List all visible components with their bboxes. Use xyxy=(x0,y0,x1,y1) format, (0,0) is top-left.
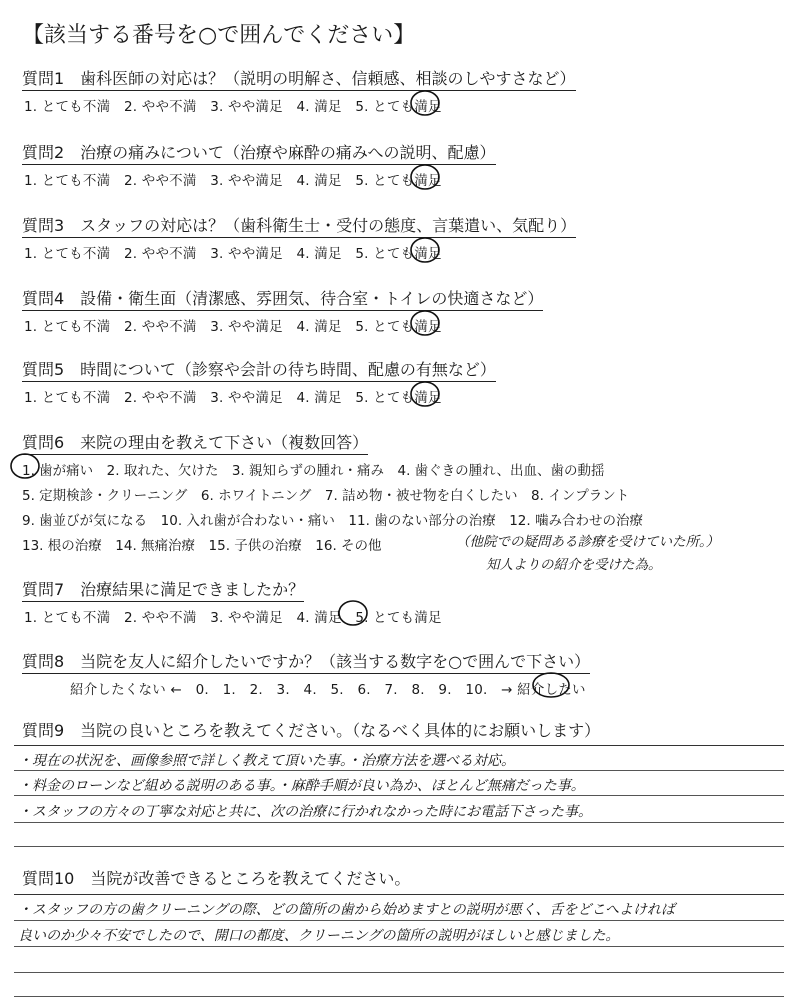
q10-answer-line-1: ・スタッフの方の歯クリーニングの際、どの箇所の歯から始めますとの説明が悪く、舌をどこへよければ xyxy=(18,902,675,918)
q6-reasons-line-1: 1. 歯が痛い 2. 取れた、欠けた 3. 親知らずの腫れ・痛み 4. 歯ぐきの腫れ、出血、歯の動揺 xyxy=(22,463,605,479)
q4-title: 質問4 設備・衛生面（清潔感、雰囲気、待合室・トイレの快適さなど） xyxy=(22,286,543,311)
q10-rule-4 xyxy=(14,972,784,973)
q5-options: 1. とても不満 2. やや不満 3. やや満足 4. 満足 5. とても満足 xyxy=(24,390,442,406)
q10-rule-1 xyxy=(14,894,784,895)
instruction-heading: 【該当する番号を○で囲んでください】 xyxy=(22,23,416,48)
q3-options: 1. とても不満 2. やや不満 3. やや満足 4. 満足 5. とても満足 xyxy=(24,246,442,262)
q6-reasons-line-3: 9. 歯並びが気になる 10. 入れ歯が合わない・痛い 11. 歯のない部分の治療 12. 噛み合わせの治療 xyxy=(22,513,643,529)
q9-answer-line-3: ・スタッフの方々の丁寧な対応と共に、次の治療に行かれなかった時にお電話下さった事。 xyxy=(18,804,592,820)
q9-rule-1 xyxy=(14,745,784,746)
q1-options: 1. とても不満 2. やや不満 3. やや満足 4. 満足 5. とても満足 xyxy=(24,99,442,115)
q1-title: 質問1 歯科医師の対応は？（説明の明解さ、信頼感、相談のしやすさなど） xyxy=(22,66,576,91)
q6-reasons-line-4: 13. 根の治療 14. 無痛治療 15. 子供の治療 16. その他 xyxy=(22,538,382,554)
q8-scale: 紹介したくない ← 0. 1. 2. 3. 4. 5. 6. 7. 8. 9. 10. → 紹介したい xyxy=(70,682,586,698)
q10-rule-3 xyxy=(14,946,784,947)
q6-other-handwritten-1: （他院での疑問ある診療を受けていた所。） xyxy=(456,534,720,550)
q9-rule-4 xyxy=(14,822,784,823)
q9-title: 質問9 当院の良いところを教えてください。（なるべく具体的にお願いします） xyxy=(22,721,601,740)
q9-rule-3 xyxy=(14,795,784,796)
q9-answer-line-2: ・料金のローンなど組める説明のある事。・麻酔手順が良い為か、ほとんど無痛だった事。 xyxy=(18,778,585,794)
q2-options: 1. とても不満 2. やや不満 3. やや満足 4. 満足 5. とても満足 xyxy=(24,173,442,189)
q10-title: 質問10 当院が改善できるところを教えてください。 xyxy=(22,869,411,888)
q9-rule-2 xyxy=(14,770,784,771)
q6-title: 質問6 来院の理由を教えて下さい（複数回答） xyxy=(22,430,368,455)
q9-rule-5 xyxy=(14,846,784,847)
q7-options: 1. とても不満 2. やや不満 3. やや満足 4. 満足 5. とても満足 xyxy=(24,610,442,626)
q2-title: 質問2 治療の痛みについて（治療や麻酔の痛みへの説明、配慮） xyxy=(22,140,496,165)
q4-options: 1. とても不満 2. やや不満 3. やや満足 4. 満足 5. とても満足 xyxy=(24,319,442,335)
q9-answer-line-1: ・現在の状況を、画像参照で詳しく教えて頂いた事。・治療方法を選べる対応。 xyxy=(18,753,515,769)
q10-rule-5 xyxy=(14,996,784,997)
q6-reasons-line-2: 5. 定期検診・クリーニング 6. ホワイトニング 7. 詰め物・被せ物を白くしたい 8. インプラント xyxy=(22,488,630,504)
q7-title: 質問7 治療結果に満足できましたか？ xyxy=(22,577,304,602)
q6-other-handwritten-2: 知人よりの紹介を受けた為。 xyxy=(486,557,662,573)
q10-answer-line-2: 良いのか少々不安でしたので、開口の都度、クリーニングの箇所の説明がほしいと感じました。 xyxy=(18,928,620,944)
q8-title: 質問8 当院を友人に紹介したいですか？（該当する数字を○で囲んで下さい） xyxy=(22,649,590,674)
q10-rule-2 xyxy=(14,920,784,921)
q3-title: 質問3 スタッフの対応は？（歯科衛生士・受付の態度、言葉遣い、気配り） xyxy=(22,213,576,238)
q5-title: 質問5 時間について（診察や会計の待ち時間、配慮の有無など） xyxy=(22,357,496,382)
